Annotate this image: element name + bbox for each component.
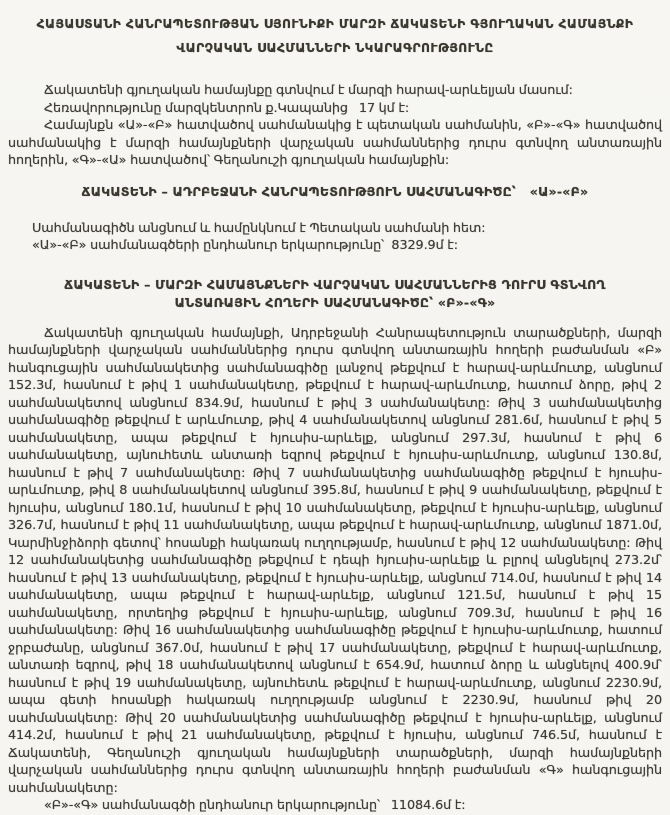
intro-distance-paragraph: Հեռավորությունը մարզկենտրոն ք.Կապանից 17 կմ է: bbox=[44, 100, 410, 116]
intro-location-paragraph: Ճակատենի գյուղական համայնքը գտնվում է մարզի հարավ-արևելյան մասում: bbox=[44, 83, 573, 98]
document-title bbox=[12, 12, 658, 60]
section-bg-heading-line2: ԱՆՏԱՌԱՅԻՆ ՀՈՂԵՐԻ ՍԱՀՄԱՆԱԳԻԾԸ՝ «Բ»-«Գ» bbox=[174, 294, 496, 310]
section-ab-heading: ՃԱԿԱՏԵՆԻ – ԱԴՐԲԵՋԱՆԻ ՀԱՆՐԱՊԵՏՈՒԹՅՈՒՆ ՍԱՀՄԱՆԱԳԻԾԸ՝ «Ա»-«Բ» bbox=[81, 183, 589, 199]
section-bg-heading bbox=[8, 276, 662, 312]
section-ab-state-border-paragraph: Սահմանագիծն անցնում և համընկնում է Պետական սահմանի հետ: bbox=[32, 220, 486, 236]
section-ab-total-length: «Ա»-«Բ» սահմանագծերի ընդհանուր երկարությունը՝ 8329.9մ է: bbox=[32, 238, 458, 253]
section-bg-heading-line1: ՃԱԿԱՏԵՆԻ – ՄԱՐԶԻ ՀԱՄԱՅՆՔՆԵՐԻ ՎԱՐՉԱԿԱՆ ՍԱՀՄԱՆՆԵՐԻՑ ԴՈՒՐՍ ԳՏՆՎՈՂ bbox=[64, 276, 606, 292]
section-bg-description-paragraph: Ճակատենի գյուղական համայնքի, Ադրբեջանի Հանրապետություն տարածքների, մարզի համայնքների վարչական սահմաններից դուրս գտնվող անտառային հողերի բաժանման «Բ» հանգուցային սահմանակետից սահմանագիծը լանջով թեքվում է հարավ-արևմուտք, անցնում 152.3մ, հասնում է թիվ 1 սահմանակետը, թեքվում է հարավ-արևմուտք, հատում ձորը, թիվ 2 սահմանակետով անցնում 834.9մ, հասնում է թիվ 3 սահմանակետը: Թիվ 3 սահմանակետից սահմանագիծը թեքվում է արևմուտք, թիվ 4 սահմանակետով անցնում 281.6մ, հասնում է թիվ 5 սահմանակետը, ապա թեքվում է հյուսիս-արևելք, անցնում 297.3մ, հասնում է թիվ 6 սահմանակետը, այնուհետև անտառի եզրով թեքվում է հյուսիս-արևմուտք, անցնում 130.8մ, հասնում է թիվ 7 սահմանակետը: Թիվ 7 սահմանակետից սահմանագիծը թեքվում է հյուսիս-արևմուտք, թիվ 8 սահմանակետով անցնում 395.8մ, հասնում է թիվ 9 սահմանակետը, թեքվում է հյուսիս, անցնում 180.1մ, հասնում է թիվ 10 սահմանակետը, թեքվում է հյուսիս-արևելք, անցնում 326.7մ, հասնում է թիվ 11 սահմանակետը, ապա թեքվում է հարավ-արևմուտք, անցնում 1871.0մ, Կարմինջիձորի գետով՝ հոսանքի հակառակ ուղղությամբ, հասնում է թիվ 12 սահմանակետը: Թիվ 12 սահմանակետից սահմանագիծը թեքվում է դեպի հյուսիս-արևելք և բլրով անցնելով 273.2մ՝ հասնում է թիվ 13 սահմանակետը, թեքվում է հյուսիս-արևելք, անցնում 714.0մ, հասնում է թիվ 14 սահմանակետը, ապա թեքվում է հարավ-արևելք, անցնում 121.5մ, հասնում է թիվ 15 սահմանակետը, որտեղից թեքվում է հյուսիս-արևելք, անցնում 709.3մ, հասնում է թիվ 16 սահմանակետը: Թիվ 16 սահմանակետից սահմանագիծը թեքվում է հյուսիս-արևմուտք, հատում ջրբաժանը, անցնում 367.0մ, հասնում է թիվ 17 սահմանակետը, թեքվում է հարավ-արևմուտք, անտառի եզրով, թիվ 18 սահմանակետով անցնում է 654.9մ, հատում ձորը և անցնելով 400.9մ՝ հասնում է թիվ 19 սահմանակետը, այնուհետև թեքվում է հարավ-արևմուտք, անցնում 2230.9մ, ապա գետի հոսանքի հակառակ ուղղությամբ անցնում է 2230.9մ, հասնում թիվ 20 սահմանակետը: Թիվ 20 սահմանակետից սահմանագիծը թեքվում է հյուսիս-արևելք, անցնում 414.2մ, հասնում է թիվ 21 սահմանակետը, թեքվում է հյուսիս, անցնում 746.5մ, հասնում է Ճակատենի, Գեղանուշի գյուղական համայնքների տարածքների, մարզի համայնքների վարչական սահմաններից դուրս գտնվող անտառային հողերի բաժանման «Գ» հանգուցային սահմանակետը: bbox=[8, 325, 662, 796]
intro-borders-paragraph: Համայնքն «Ա»-«Բ» հատվածով սահմանակից է պետական սահմանին, «Բ»-«Գ» հատվածով սահմանակից է մարզի համայնքների վարչական սահմաններից դուրս գտնվող անտառային հողերին, «Գ»-«Ա» հատվածով՝ Գեղանուշի գյուղական համայնքին: bbox=[8, 118, 662, 168]
section-bg-total-length: «Բ»-«Գ» սահմանագծի ընդհանուր երկարությունը՝ 11084.6մ է: bbox=[44, 798, 466, 813]
document-title-line2: ՎԱՐՉԱԿԱՆ ՍԱՀՄԱՆՆԵՐԻ ՆԿԱՐԱԳՐՈՒԹՅՈՒՆԸ bbox=[176, 41, 494, 55]
intro-section bbox=[8, 82, 662, 170]
section-ab-body bbox=[8, 220, 662, 255]
document-title-line1: ՀԱՅԱՍՏԱՆԻ ՀԱՆՐԱՊԵՏՈՒԹՅԱՆ ՍՅՈՒՆԻՔԻ ՄԱՐԶԻ ՃԱԿԱՏԵՆԻ ԳՅՈՒՂԱԿԱՆ ՀԱՄԱՅՆՔԻ bbox=[36, 17, 634, 31]
